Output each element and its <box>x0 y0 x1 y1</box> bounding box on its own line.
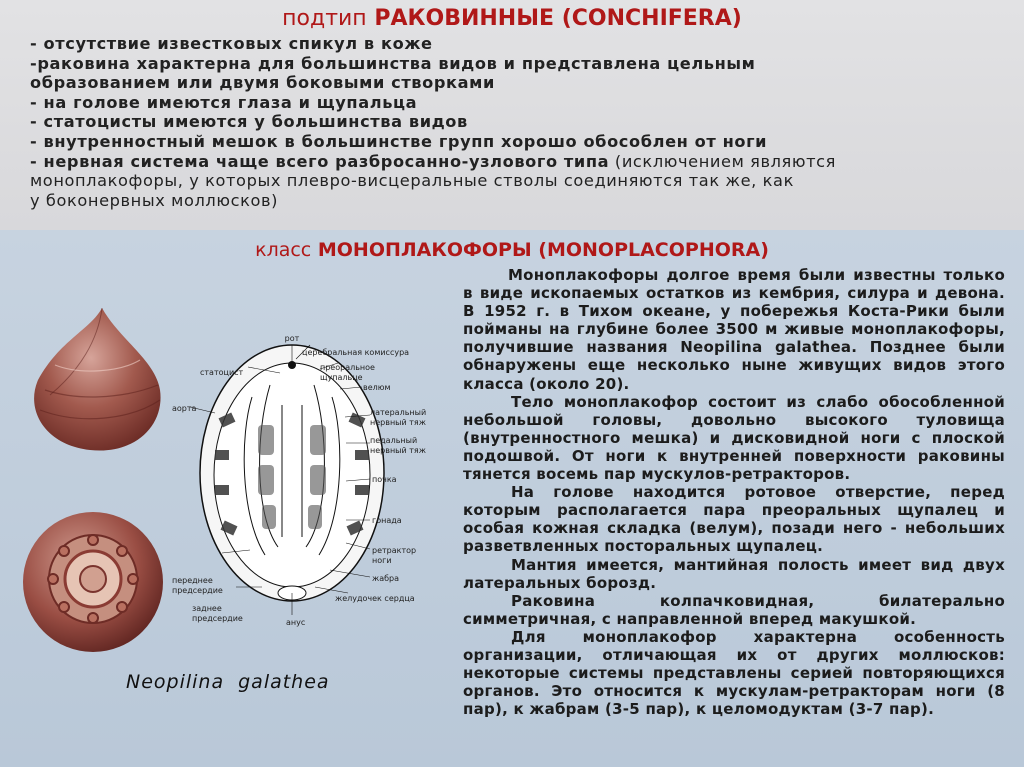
subtype-features <box>30 34 995 210</box>
description-text <box>463 266 1005 718</box>
paragraph: На голове находится ротовое отверстие, перед которым располагается пара преоральных щупалец и особая кожная складка (велум), позади него - небольших разветвленных посторальных щупалец. <box>463 483 1005 556</box>
label-kidney: почка <box>372 475 397 484</box>
label-rear-atrium-2: предсердие <box>192 614 243 623</box>
feature-line: - внутренностный мешок в большинстве групп хорошо обособлен от ноги <box>30 131 768 151</box>
paragraph: Тело моноплакофор состоит из слабо обособленной небольшой головы, довольно высокого туловища (внутренностного мешка) и дисковидной ноги с плоской подошвой. От ноги к внутренней поверхности раковины тянется восемь пар мускулов-ретракторов. <box>463 392 1005 484</box>
label-ventricle: желудочек сердца <box>335 594 415 603</box>
label-pedal-1: педальный <box>370 436 418 445</box>
label-gonad: гонада <box>372 516 402 525</box>
feature-line: - статоцисты имеются у большинства видов <box>30 112 468 132</box>
label-gill: жабра <box>372 574 400 583</box>
section-title: класс МОНОПЛАКОФОРЫ (MONOPLACOPHORA) <box>255 239 769 261</box>
page-title: подтип РАКОВИННЫЕ (CONCHIFERA) <box>282 6 742 31</box>
shell-ventral-image <box>18 507 168 657</box>
paragraph: Моноплакофоры долгое время были известны только в виде ископаемых остатков из кембрия, силура и девона. В 1952 г. в Тихом океане, у побережья Коста-Рики были пойманы на глубине более 3500 м живые моноплакофоры, получившие названия Neopilina galathea. Позднее были обнаружены еще несколько ныне живущих видов этого класса (около 20). <box>463 266 1005 393</box>
label-pedal-2: нервный тяж <box>370 446 426 455</box>
feature-line: - отсутствие известковых спикул в коже <box>30 34 433 53</box>
label-retractor-2: ноги <box>372 556 392 565</box>
label-preoral-2: щупальце <box>320 373 363 382</box>
label-statocyst: статоцист <box>200 368 244 377</box>
label-rot: рот <box>284 334 300 343</box>
label-anus: анус <box>286 618 306 627</box>
label-aorta: аорта <box>172 404 197 413</box>
label-preoral-1: преоральное <box>320 363 375 372</box>
label-rear-atrium-1: заднее <box>192 604 222 613</box>
label-lateral-2: нервный тяж <box>370 418 426 427</box>
paragraph: Мантия имеется, мантийная полость имеет вид двух латеральных борозд. <box>463 555 1005 592</box>
feature-line: - на голове имеются глаза и щупальца <box>30 92 418 112</box>
anatomy-diagram <box>170 325 460 635</box>
label-front-atrium-2: предсердие <box>172 586 223 595</box>
shell-side-image <box>20 300 170 460</box>
label-front-atrium-1: переднее <box>172 576 213 585</box>
feature-line: у боконервных моллюсков) <box>30 190 279 210</box>
feature-line: моноплакофоры, у которых плевро-висцеральные стволы соединяются так же, как <box>30 171 794 191</box>
species-caption: Neopilina galathea <box>126 671 330 693</box>
feature-line: образованием или двумя боковыми створками <box>30 73 495 93</box>
label-cerebral: церебральная комиссура <box>302 348 410 357</box>
feature-line: -раковина характерна для большинства видов и представлена цельным <box>30 53 756 73</box>
label-lateral-1: латеральный <box>370 408 427 417</box>
label-velum: велюм <box>363 383 391 392</box>
paragraph: Для моноплакофор характерна особенность организации, отличающая их от других моллюсков: некоторые системы представлены серией повторяющихся органов. Это относится к мускулам-ретракторам ноги (8 пар), к жабрам (3-5 пар), к целомодуктам (3-7 пар). <box>463 627 1005 719</box>
label-retractor-1: ретрактор <box>372 546 417 555</box>
feature-line: - нервная система чаще всего разбросанно-узлового типа (исключением являются <box>30 151 836 171</box>
paragraph: Раковина колпачковидная, билатерально симметричная, с направленной вперед макушкой. <box>463 591 1005 628</box>
